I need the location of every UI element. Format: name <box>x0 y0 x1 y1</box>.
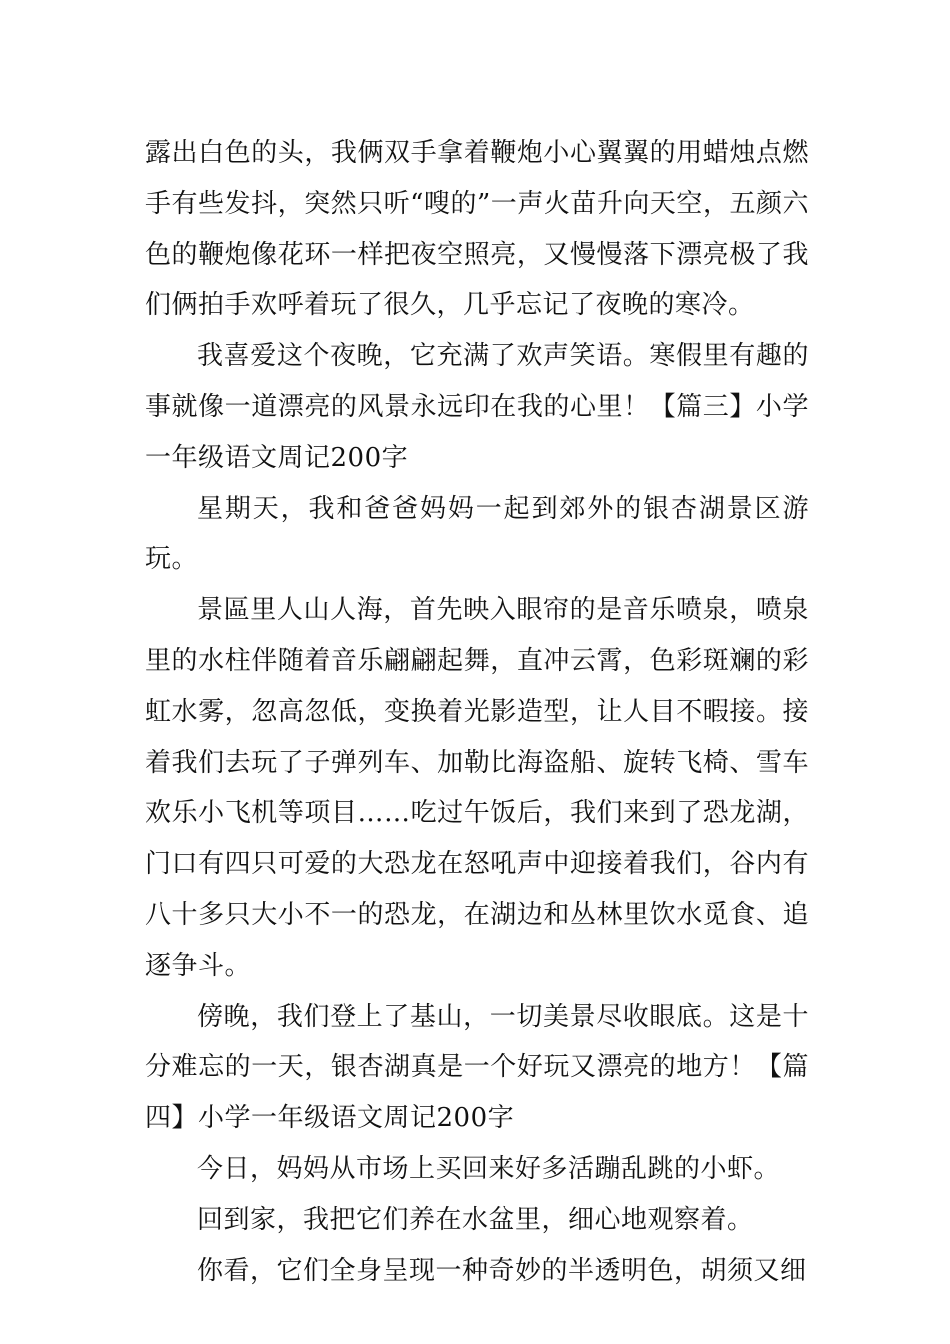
paragraph-7: 回到家，我把它们养在水盆里，细心地观察着。 <box>197 1204 754 1235</box>
paragraph-1: 露出白色的头，我俩双手拿着鞭炮小心翼翼的用蜡烛点燃手有些发抖，突然只听“嗖的”一声火苗升向天空，五颜六色的鞭炮像花环一样把夜空照亮，又慢慢落下漂亮极了我们俩拍手欢呼着玩了很久，几乎忘记了夜晚的寒冷。 <box>145 138 809 321</box>
document-body <box>145 128 809 1296</box>
paragraph-6: 今日，妈妈从市场上买回来好多活蹦乱跳的小虾。 <box>197 1153 781 1184</box>
paragraph-4: 景區里人山人海，首先映入眼帘的是音乐喷泉，喷泉里的水柱伴随着音乐翩翩起舞，直冲云霄，色彩斑斓的彩虹水雾，忽高忽低，变换着光影造型，让人目不暇接。接着我们去玩了子弹列车、加勒比海盗船、旋转飞椅、雪车欢乐小飞机等项目……吃过午饭后，我们来到了恐龙湖，门口有四只可爱的大恐龙在怒吼声中迎接着我们，谷内有八十多只大小不一的恐龙，在湖边和丛林里饮水觅食、追逐争斗。 <box>145 595 809 981</box>
paragraph-8: 你看，它们全身呈现一种奇妙的半透明色，胡须又细 <box>197 1255 807 1286</box>
paragraph-5: 傍晚，我们登上了基山，一切美景尽收眼底。这是十分难忘的一天，银杏湖真是一个好玩又漂亮的地方！【篇四】小学一年级语文周记200字 <box>145 1001 809 1134</box>
paragraph-2: 我喜爱这个夜晚，它充满了欢声笑语。寒假里有趣的事就像一道漂亮的风景永远印在我的心里！【篇三】小学一年级语文周记200字 <box>145 341 809 473</box>
paragraph-3: 星期天，我和爸爸妈妈一起到郊外的银杏湖景区游玩。 <box>145 493 809 575</box>
